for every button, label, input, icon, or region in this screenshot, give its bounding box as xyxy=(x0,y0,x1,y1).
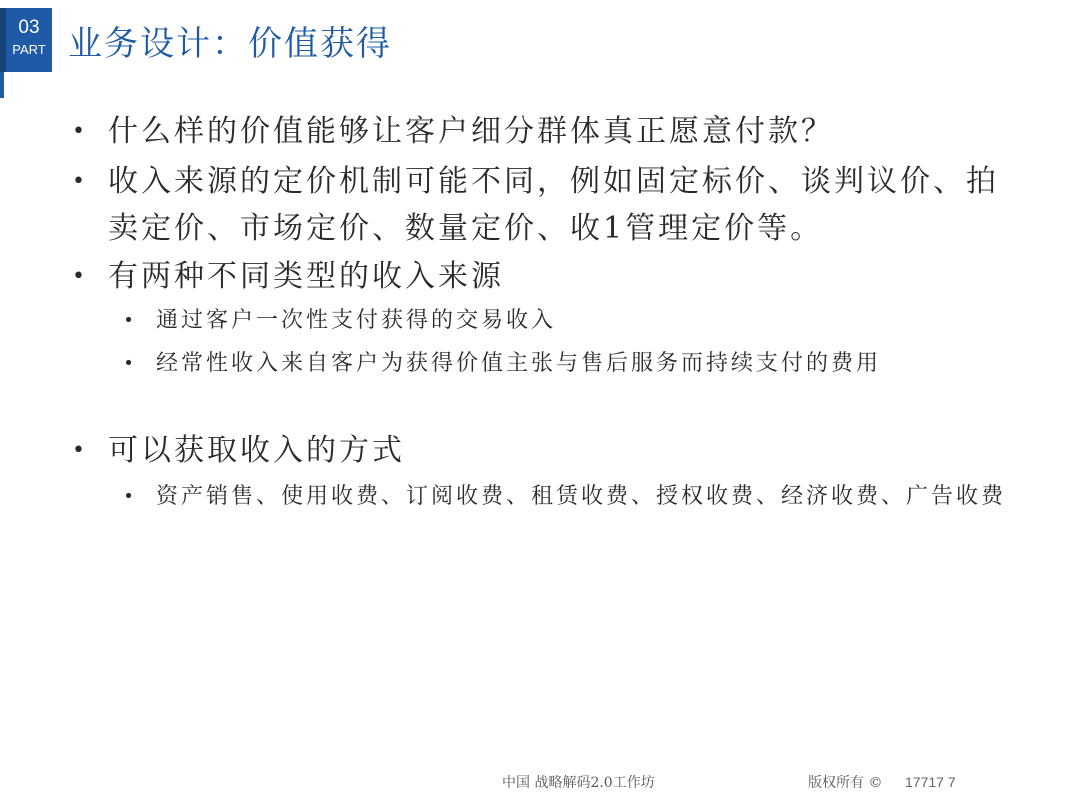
sub-bullet-item xyxy=(116,302,1006,340)
bullet-dot-icon: • xyxy=(123,486,137,507)
part-number: 03 xyxy=(18,17,40,38)
footer-copyright-text: 版权所有 © xyxy=(808,775,883,791)
bullet-dot-icon: • xyxy=(123,310,137,331)
bullet-text: 可以获取收入的方式 xyxy=(108,433,405,468)
slide-title: 业务设计：价值获得 xyxy=(68,24,392,64)
bullet-text: 有两种不同类型的收入来源 xyxy=(108,259,504,294)
page-number: 17717 7 xyxy=(905,774,956,790)
bullet-dot-icon: • xyxy=(72,169,88,194)
bullet-item xyxy=(66,158,1016,252)
sub-bullet-text: 资产销售、使用收费、订阅收费、租赁收费、授权收费、经济收费、广告收费 xyxy=(156,484,1007,509)
bullet-dot-icon: • xyxy=(72,438,88,463)
bullet-dot-icon: • xyxy=(72,119,88,144)
bullet-text: 收入来源的定价机制可能不同，例如固定标价、谈判议价、拍卖定价、市场定价、数量定价、收1管理定价等。 xyxy=(108,164,999,246)
bullet-dot-icon: • xyxy=(72,264,88,289)
bullet-item xyxy=(66,427,1016,474)
sub-bullet-item xyxy=(116,478,1006,516)
sub-bullet-item xyxy=(116,345,1006,383)
part-label: PART xyxy=(12,42,46,57)
bullet-item xyxy=(66,253,1016,300)
bullet-text: 什么样的价值能够让客户细分群体真正愿意付款？ xyxy=(108,114,834,149)
footer-workshop-text: 中国 战略解码2.0工作坊 xyxy=(502,775,655,791)
bullet-item xyxy=(66,108,1016,155)
bullet-dot-icon: • xyxy=(123,353,137,374)
sub-bullet-text: 通过客户一次性支付获得的交易收入 xyxy=(156,308,557,333)
sub-bullet-text: 经常性收入来自客户为获得价值主张与售后服务而持续支付的费用 xyxy=(156,351,882,376)
